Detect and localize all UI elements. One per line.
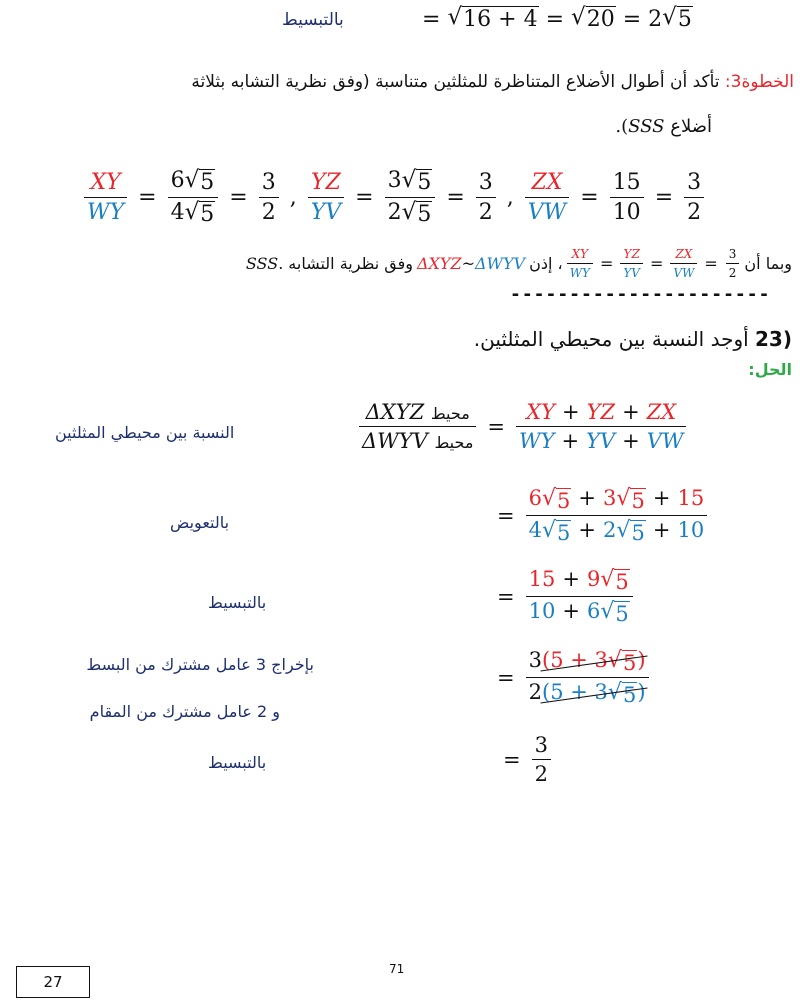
top-rad-2: 20	[586, 7, 615, 32]
row1-rhs-num-2: ZX	[646, 400, 677, 424]
row1-rhs-den-2: VW	[646, 429, 684, 453]
conclusion-tail: وفق نظرية التشابه	[288, 254, 413, 273]
row2-den-a: 4	[528, 518, 542, 543]
row4-den-rad: 5	[622, 683, 637, 708]
row1-rhs-den-1: YV	[586, 429, 616, 453]
r1-num: XY	[90, 170, 121, 196]
row3-num-a: 15	[528, 567, 556, 591]
conc-res-num: 3	[728, 247, 737, 261]
row2-num-rad-b: 5	[631, 489, 645, 513]
r2-den: YV	[308, 197, 344, 225]
row2-den-c: 10	[677, 518, 705, 543]
conclusion-line: وبما أن $\frac{3}{2}$ = $\frac{ZX}{VW}$ = $\frac{YZ}{YV}$ = $\frac{XY}{WY}$ ، إذن ΔXYZ~ΔWYV وفق نظرية التشابه SSS.	[245, 247, 792, 280]
row2-num-a: 6	[528, 486, 542, 510]
conclusion-then: ، إذن	[529, 254, 563, 273]
step3-dot: ).	[615, 116, 629, 137]
row2-num-c: 15	[677, 486, 705, 510]
row2-num-rad-a: 5	[557, 489, 571, 513]
row1-den-tri: ΔWYV	[362, 429, 428, 453]
step3-heading: الخطوة3:	[724, 72, 794, 92]
row3-den-b: 6	[586, 599, 601, 624]
row4-label-2: و 2 عامل مشترك من المقام	[89, 702, 280, 721]
row3-num-rad: 5	[615, 570, 629, 594]
r2-res-num: 3	[478, 170, 493, 196]
row2-label: بالتعويض	[170, 513, 230, 532]
page-number: 71	[389, 962, 405, 976]
top-rad-1: 16 + 4	[463, 7, 538, 32]
r2-num: YZ	[311, 170, 341, 196]
row4-label-1: بإخراج 3 عامل مشترك من البسط	[86, 655, 314, 674]
r3-num: ZX	[531, 170, 563, 196]
r1-res-num: 3	[261, 170, 276, 196]
step3-line2	[615, 116, 712, 137]
conc-period: .	[278, 254, 284, 273]
r3-vnum: 15	[612, 170, 641, 196]
row5-num: 3	[534, 733, 548, 757]
row4-num-inner-b: 3	[594, 648, 608, 672]
r1-vden-b: 5	[200, 202, 215, 228]
similarity-statement	[417, 254, 525, 273]
row1-label: النسبة بين محيطي المثلثين	[55, 423, 235, 442]
row4-num-coef: 3	[528, 648, 542, 672]
row1-den-word: محيط	[434, 433, 474, 452]
r1-vnum-a: 6	[170, 168, 185, 193]
step3-text2: أضلاع	[670, 116, 712, 137]
r3-vden: 10	[610, 197, 644, 225]
row4-den-inner-a: 5	[550, 680, 564, 705]
row1-rhs-num-1: YZ	[586, 400, 616, 424]
conc-f2-den: YV	[620, 263, 643, 280]
solution-label: الحل:	[748, 360, 792, 379]
sim-op: ~	[461, 254, 475, 273]
q23-number: 23)	[755, 327, 792, 351]
r2-vnum-a: 3	[387, 168, 402, 193]
r3-res-num: 3	[687, 170, 702, 196]
row1-expr: $\frac{\text{محيط ΔXYZ}}{\text{محيط ΔWYV}}$ = $\frac{XY + YZ + ZX}{WY + YV + VW}$	[355, 400, 690, 453]
sim-right: ΔWYV	[474, 254, 526, 273]
r1-res-den: 2	[259, 197, 279, 225]
r2-vnum-b: 5	[417, 170, 432, 195]
row1-num-word: محيط	[430, 404, 470, 423]
top-simplify-label: بالتبسيط	[282, 10, 344, 30]
sim-left: ΔXYZ	[416, 254, 462, 273]
row4-den-inner-b: 3	[594, 680, 608, 705]
row5-expr: = $\frac{3}{2}$	[496, 733, 555, 786]
conc-res-den: 2	[726, 263, 740, 280]
conc-f1-den: WY	[567, 263, 593, 280]
r1-den: WY	[84, 197, 127, 225]
page-box: 27	[16, 966, 90, 998]
conc-sss: SSS	[245, 254, 279, 273]
step3-sss: SSS	[628, 116, 665, 137]
row3-den-rad: 5	[615, 602, 629, 627]
conclusion-start: وبما أن	[744, 254, 792, 273]
conc-f1-num: XY	[571, 247, 589, 261]
r3-res-den: 2	[684, 197, 704, 225]
row4-num-cancelled: (5 + 3 √ 5 )	[541, 648, 646, 675]
row2-expr: = 6 √ 5 + 3 √ 5 + 15 4 √ 5 + 2 √ 5 + 10	[490, 486, 711, 545]
row4-num-inner-a: 5	[550, 648, 564, 672]
step3-text1: تأكد أن أطوال الأضلاع المتناظرة للمثلثين متناسبة (وفق نظرية التشابه بثلاثة	[191, 72, 720, 92]
r1-vnum-b: 5	[200, 170, 215, 195]
row3-den-a: 10	[528, 599, 556, 624]
ratios-line: $\frac{XY}{WY}$ = 6 √ 5 4 √ 5 = $\frac{3}{2}$ , $\frac{YZ}{YV}$ = 3 √ 5 2 √ 5 = $\frac{3}{2}$ , $\frac{ZX}{VW}$ = $\frac{15}{10}$ = $\frac{3}{2}$	[80, 168, 708, 228]
top-equation: = √ 16 + 4 = √ 20 = 2 √ 5	[422, 4, 692, 32]
row1-num-tri: ΔXYZ	[365, 400, 425, 424]
question-23	[474, 327, 792, 351]
row5-label: بالتبسيط	[208, 753, 267, 772]
row1-rhs-den-0: WY	[519, 429, 555, 453]
row2-den-b: 2	[603, 518, 617, 543]
r1-vden-a: 4	[170, 200, 185, 226]
row2-den-rad-a: 5	[557, 521, 571, 546]
r2-res-den: 2	[476, 197, 496, 225]
conc-f3-den: VW	[670, 263, 697, 280]
divider: ----------------------	[510, 284, 771, 305]
row3-num-b: 9	[586, 567, 601, 591]
row2-den-rad-b: 5	[631, 521, 645, 546]
row5-den: 2	[532, 759, 551, 786]
conc-f2-num: YZ	[623, 247, 640, 261]
row4-den-cancelled: (5 + 3 √ 5 )	[541, 680, 646, 708]
row3-expr: = 15 + 9 √ 5 10 + 6 √ 5	[490, 567, 637, 626]
top-coef: 2	[648, 6, 663, 32]
row4-den-coef: 2	[528, 680, 542, 705]
row4-expr: = 3(5 + 3 √ 5 ) 2(5 + 3 √ 5 )	[490, 648, 653, 707]
row4-num-rad: 5	[622, 651, 637, 675]
step3-line1	[4, 72, 794, 92]
r2-vden-a: 2	[387, 200, 402, 226]
row1-rhs-num-0: XY	[526, 400, 556, 424]
r3-den: VW	[525, 197, 570, 225]
top-rad-3: 5	[677, 7, 692, 32]
q23-text: أوجد النسبة بين محيطي المثلثين.	[473, 327, 749, 351]
conc-f3-num: ZX	[675, 247, 693, 261]
r2-vden-b: 5	[417, 202, 432, 228]
row2-num-b: 3	[603, 486, 617, 510]
row3-label: بالتبسيط	[208, 593, 267, 612]
